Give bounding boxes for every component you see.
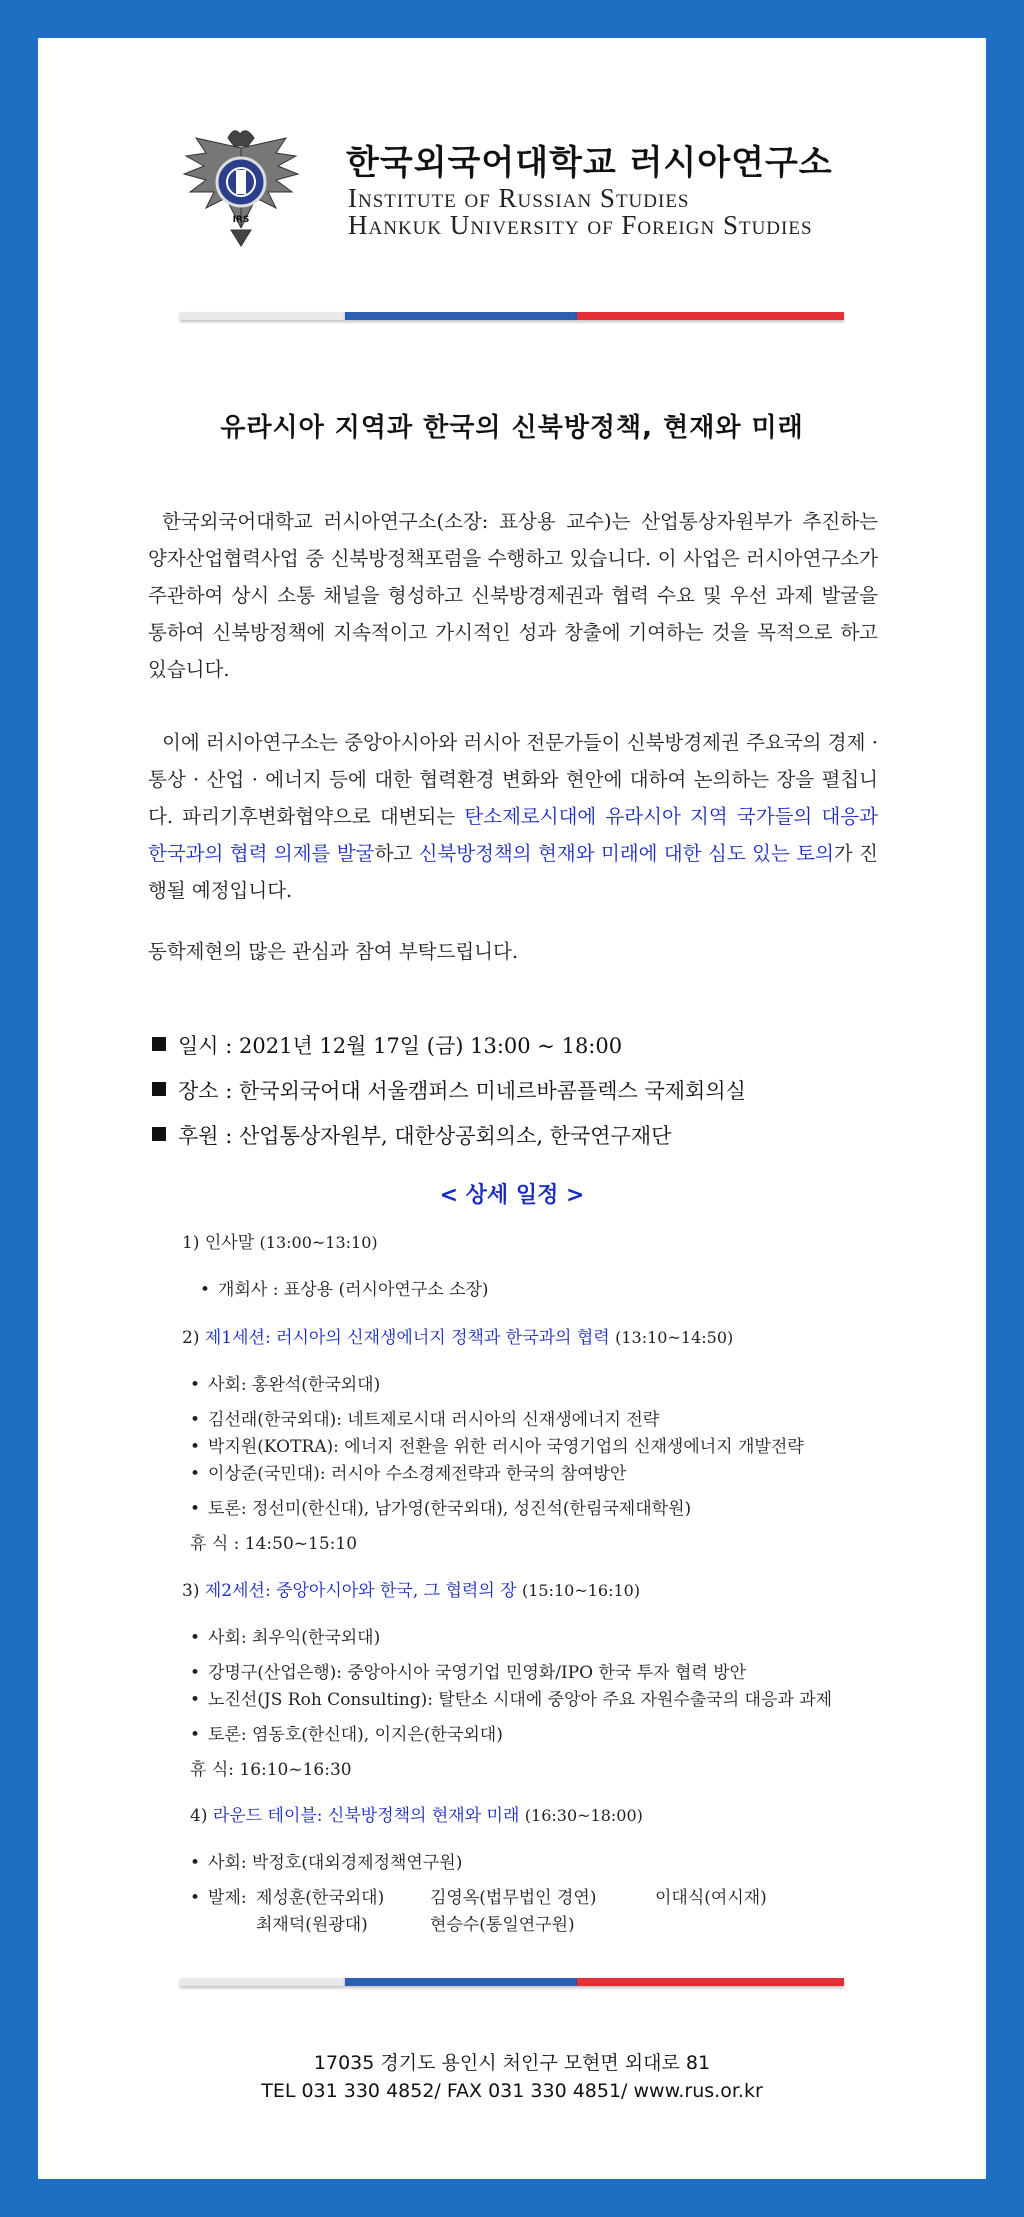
opening-time: (13:00~13:10) xyxy=(259,1233,378,1252)
intro-p2-text-a: 이에 러시아연구소는 중앙아시아와 러시아 전문가들이 신북방경제권 주요국의 경제 · 통상 · 산업 · 에너지 등에 대한 협력환경 변화와 현안에 대하여 논의하는 장을 펼칩니다. 파리기후변화협약으로 대변되는 xyxy=(148,731,878,828)
session1-heading xyxy=(182,1323,733,1348)
opening-item xyxy=(200,1275,489,1300)
event-date-text: 일시 : 2021년 12월 17일 (금) 13:00 ~ 18:00 xyxy=(178,1034,623,1058)
session2-presenter-1-text: 강명구(산업은행): 중앙아시아 국영기업 민영화/IPO 한국 투자 협력 방안 xyxy=(208,1663,747,1683)
roundtable-presenter-3: 이대식(여시재) xyxy=(655,1888,767,1908)
roundtable-chair xyxy=(190,1848,462,1873)
emblem-label: IRS xyxy=(232,215,250,225)
poster-frame xyxy=(38,38,986,2179)
roundtable-presenter-5: 현승수(통일연구원) xyxy=(430,1915,575,1935)
session1-presenter-1 xyxy=(190,1405,659,1430)
square-bullet-icon xyxy=(152,1037,166,1051)
org-name-english-line1: Institute of Russian Studies xyxy=(348,183,690,213)
event-place xyxy=(152,1075,746,1105)
event-date xyxy=(152,1030,622,1060)
roundtable-time: (16:30~18:00) xyxy=(524,1806,643,1825)
eagle-emblem-icon xyxy=(176,118,306,248)
session2-presenter-2-text: 노진선(JS Roh Consulting): 탈탄소 시대에 중앙아 주요 자원수출국의 대응과 과제 xyxy=(208,1690,833,1710)
page-title: 유라시아 지역과 한국의 신북방정책, 현재와 미래 xyxy=(220,413,804,443)
event-sponsor xyxy=(152,1120,671,1150)
roundtable-presenters-label-text: 발제: xyxy=(208,1888,247,1908)
session1-chair-text: 사회: 홍완석(한국외대) xyxy=(208,1375,381,1395)
roundtable-chair-text: 사회: 박정호(대외경제정책연구원) xyxy=(208,1853,463,1873)
roundtable-presenter-1: 제성훈(한국외대) xyxy=(256,1888,385,1908)
session1-presenter-2 xyxy=(190,1432,804,1457)
session1-time: (13:10~14:50) xyxy=(615,1328,734,1347)
session2-number: 3) xyxy=(182,1581,200,1601)
session1-number: 2) xyxy=(182,1328,200,1348)
roundtable-title: 라운드 테이블: 신북방정책의 현재와 미래 xyxy=(212,1806,520,1826)
roundtable-number: 4) xyxy=(190,1806,208,1826)
event-place-text: 장소 : 한국외국어대 서울캠퍼스 미네르바콤플렉스 국제회의실 xyxy=(178,1079,746,1103)
session1-discussants xyxy=(190,1494,691,1519)
org-name-english-line2: Hankuk University of Foreign Studies xyxy=(348,210,813,240)
intro-paragraph-2 xyxy=(148,724,878,909)
session2-title: 제2세션: 중앙아시아와 한국, 그 협력의 장 xyxy=(204,1581,517,1601)
roundtable-presenter-4: 최재덕(원광대) xyxy=(256,1915,368,1935)
opening-heading-text: 1) 인사말 xyxy=(182,1233,255,1253)
session2-presenter-1 xyxy=(190,1658,746,1683)
session2-heading xyxy=(182,1576,640,1601)
roundtable-presenter-2: 김영옥(법무법인 경연) xyxy=(430,1888,597,1908)
intro-highlight-1: 탄소제로시대에 유라시아 지역 국가들의 대응과 한국과의 협력 의제를 발굴 xyxy=(148,805,878,865)
break-2: 휴 식: 16:10~16:30 xyxy=(190,1760,352,1780)
square-bullet-icon xyxy=(152,1082,166,1096)
session2-discussants-text: 토론: 염동호(한신대), 이지은(한국외대) xyxy=(208,1725,503,1745)
session1-presenter-1-text: 김선래(한국외대): 네트제로시대 러시아의 신재생에너지 전략 xyxy=(208,1410,660,1430)
session1-chair xyxy=(190,1370,380,1395)
schedule-title: < 상세 일정 > xyxy=(439,1183,585,1208)
roundtable-heading xyxy=(190,1801,643,1826)
header xyxy=(0,0,1024,300)
session1-title: 제1세션: 러시아의 신재생에너지 정책과 한국과의 협력 xyxy=(204,1328,610,1348)
intro-paragraph-1: 한국외국어대학교 러시아연구소(소장: 표상용 교수)는 산업통상자원부가 추진하는 양자산업협력사업 중 신북방정책포럼을 수행하고 있습니다. 이 사업은 러시아연구소가 주관하여 상시 소통 채널을 형성하고 신북방경제권과 협력 수요 및 우선 과제 발굴을 통하여 신북방정책에 지속적이고 가시적인 성과 창출에 기여하는 것을 목적으로 하고 있습니다. xyxy=(148,510,878,681)
footer-address: 17035 경기도 용인시 처인구 모현면 외대로 81 xyxy=(313,2052,711,2074)
session1-discussants-text: 토론: 정선미(한신대), 남가영(한국외대), 성진석(한림국제대학원) xyxy=(208,1499,692,1519)
session2-chair xyxy=(190,1623,380,1648)
session2-time: (15:10~16:10) xyxy=(521,1581,641,1600)
event-sponsor-text: 후원 : 산업통상자원부, 대한상공회의소, 한국연구재단 xyxy=(178,1124,672,1148)
intro-p2-text-c: 가 진행될 예정입니다. xyxy=(148,842,879,902)
footer-contact: TEL 031 330 4852/ FAX 031 330 4851/ www.rus.or.kr xyxy=(261,2080,763,2102)
break-1: 휴 식 : 14:50~15:10 xyxy=(190,1534,358,1554)
session1-presenter-2-text: 박지원(KOTRA): 에너지 전환을 위한 러시아 국영기업의 신재생에너지 개발전략 xyxy=(208,1437,804,1457)
session1-presenter-3-text: 이상준(국민대): 러시아 수소경제전략과 한국의 참여방안 xyxy=(208,1464,627,1484)
session2-presenter-2 xyxy=(190,1685,832,1710)
tricolor-divider-top xyxy=(180,312,844,320)
org-name-korean: 한국외국어대학교 러시아연구소 xyxy=(346,143,833,183)
session2-discussants xyxy=(190,1720,503,1745)
intro-highlight-2: 신북방정책의 현재와 미래에 대한 심도 있는 토의 xyxy=(418,842,834,865)
session2-chair-text: 사회: 최우익(한국외대) xyxy=(208,1628,381,1648)
intro-paragraph-3: 동학제현의 많은 관심과 참여 부탁드립니다. xyxy=(148,940,519,963)
square-bullet-icon xyxy=(152,1127,166,1141)
opening-item-text: 개회사 : 표상용 (러시아연구소 소장) xyxy=(218,1280,489,1300)
intro-p2-text-b: 하고 xyxy=(374,842,419,865)
tricolor-divider-bottom xyxy=(180,1978,844,1986)
session1-presenter-3 xyxy=(190,1459,626,1484)
roundtable-presenters-label xyxy=(190,1883,247,1908)
schedule-opening-heading xyxy=(182,1228,378,1253)
